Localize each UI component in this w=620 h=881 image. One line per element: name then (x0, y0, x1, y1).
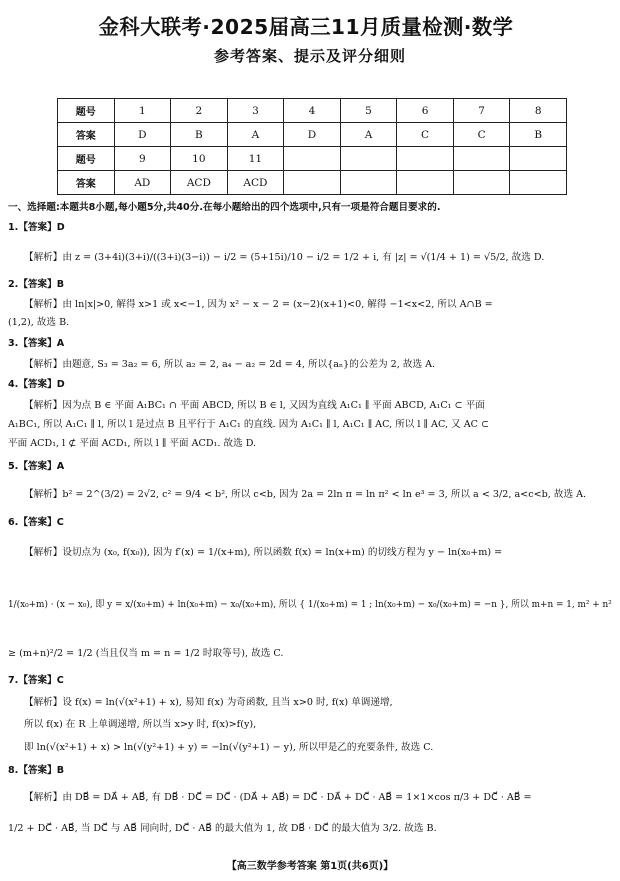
question-answer-1: 1.【答案】D (8, 222, 65, 233)
question-answer-7: 7.【答案】C (8, 675, 64, 686)
table-cell: ACD (227, 171, 284, 195)
explanation-line: 【解析】由 ln|x|>0, 解得 x>1 或 x<−1, 因为 x² − x − 2 = (x−2)(x+1)<0, 解得 −1<x<2, 所以 A∩B = (24, 299, 493, 310)
explanation-line: ≥ (m+n)²/2 = 1/2 (当且仅当 m = n = 1/2 时取等号), 故选 C. (8, 648, 284, 659)
table-cell: 6 (397, 99, 454, 123)
page-subtitle: 参考答案、提示及评分细则 (213, 47, 406, 65)
explanation-line: A₁BC₁, 所以 A₁C₁ ∥ l, 所以 l 是过点 B 且平行于 A₁C₁ 的直线. 因为 A₁C₁ ∥ l, A₁C₁ ∥ AC, 所以 l ∥ AC, 又 AC ⊂ (8, 419, 490, 430)
table-cell: AD (114, 171, 171, 195)
explanation-line: 所以 f(x) 在 R 上单调递增, 所以当 x>y 时, f(x)>f(y), (24, 719, 257, 730)
table-cell: 4 (284, 99, 341, 123)
answer-table (57, 98, 567, 195)
table-cell: D (114, 123, 171, 147)
question-answer-3: 3.【答案】A (8, 338, 65, 349)
explanation-line: 【解析】b² = 2^(3/2) = 2√2, c² = 9/4 < b², 所以 c<b, 因为 2a = 2ln π = ln π² < ln e³ = 3, 所以 a < 3/2, a<c<b, 故选 A. (24, 489, 587, 500)
explanation-line: 【解析】设切点为 (x₀, f(x₀)), 因为 f′(x) = 1/(x+m), 所以函数 f(x) = ln(x+m) 的切线方程为 y − ln(x₀+m) = (24, 547, 503, 558)
table-cell (510, 147, 567, 171)
table-cell: 8 (510, 99, 567, 123)
question-answer-2: 2.【答案】B (8, 279, 65, 290)
table-cell (340, 147, 397, 171)
table-cell: A (227, 123, 284, 147)
table-cell: ACD (171, 171, 228, 195)
table-row (58, 147, 567, 171)
table-cell: 2 (171, 99, 228, 123)
table-cell: A (340, 123, 397, 147)
table-cell (284, 171, 341, 195)
table-cell: 7 (453, 99, 510, 123)
question-answer-8: 8.【答案】B (8, 765, 65, 776)
explanation-line: 1/2 + DC⃗ · AB⃗, 当 DC⃗ 与 AB⃗ 同向时, DC⃗ · AB⃗ 的最大值为 1, 故 DB⃗ · DC⃗ 的最大值为 3/2. 故选 B. (8, 823, 437, 834)
table-cell: 3 (227, 99, 284, 123)
table-cell: B (510, 123, 567, 147)
explanation-line: 【解析】因为点 B ∈ 平面 A₁BC₁ ∩ 平面 ABCD, 所以 B ∈ l, 又因为直线 A₁C₁ ∥ 平面 ABCD, A₁C₁ ⊂ 平面 (24, 400, 485, 411)
table-cell (510, 171, 567, 195)
section-heading: 一、选择题:本题共8小题,每小题5分,共40分.在每小题给出的四个选项中,只有一项是符合题目要求的. (8, 202, 441, 213)
table-cell (453, 171, 510, 195)
table-row (58, 123, 567, 147)
question-answer-5: 5.【答案】A (8, 461, 65, 472)
explanation-line: 【解析】设 f(x) = ln(√(x²+1) + x), 易知 f(x) 为奇函数, 且当 x>0 时, f(x) 单调递增, (24, 697, 393, 708)
table-cell: B (171, 123, 228, 147)
table-cell (397, 147, 454, 171)
table-cell (397, 171, 454, 195)
table-header-cell: 题号 (58, 147, 115, 171)
table-cell (284, 147, 341, 171)
explanation-line: 【解析】由 z = (3+4i)(3+i)/((3+i)(3−i)) − i/2 = (5+15i)/10 − i/2 = 1/2 + i, 有 |z| = √(1/4 + 1) = √5/2, 故选 D. (24, 252, 545, 263)
table-header-cell: 答案 (58, 123, 115, 147)
table-row (58, 99, 567, 123)
explanation-line: 【解析】由题意, S₃ = 3a₂ = 6, 所以 a₂ = 2, a₄ − a₂ = 2d = 4, 所以{aₙ}的公差为 2, 故选 A. (24, 359, 436, 370)
table-cell: 9 (114, 147, 171, 171)
question-answer-6: 6.【答案】C (8, 517, 64, 528)
explanation-line: (1,2), 故选 B. (8, 317, 70, 328)
page-footer: 【高三数学参考答案 第1页(共6页)】 (226, 861, 394, 872)
table-cell: 5 (340, 99, 397, 123)
table-cell (453, 147, 510, 171)
page-title: 金科大联考·2025届高三11月质量检测·数学 (98, 15, 514, 39)
table-cell: 1 (114, 99, 171, 123)
table-cell: D (284, 123, 341, 147)
explanation-line: 【解析】由 DB⃗ = DA⃗ + AB⃗, 有 DB⃗ · DC⃗ = DC⃗ · (DA⃗ + AB⃗) = DC⃗ · DA⃗ + DC⃗ · AB⃗ = 1×1×cos π/3 + DC⃗ · AB⃗ = (24, 792, 532, 803)
table-header-cell: 答案 (58, 171, 115, 195)
table-cell: 11 (227, 147, 284, 171)
explanation-line: 即 ln(√(x²+1) + x) > ln(√(y²+1) + y) = −ln(√(y²+1) − y), 所以甲是乙的充要条件, 故选 C. (24, 742, 434, 753)
table-cell: 10 (171, 147, 228, 171)
table-row (58, 171, 567, 195)
table-cell (340, 171, 397, 195)
explanation-line: 平面 ACD₁, l ⊄ 平面 ACD₁, 所以 l ∥ 平面 ACD₁. 故选 D. (8, 438, 257, 449)
table-header-cell: 题号 (58, 99, 115, 123)
question-answer-4: 4.【答案】D (8, 379, 65, 390)
table-cell: C (397, 123, 454, 147)
table-cell: C (453, 123, 510, 147)
explanation-line: 1/(x₀+m) · (x − x₀), 即 y = x/(x₀+m) + ln(x₀+m) − x₀/(x₀+m), 所以 { 1/(x₀+m) = 1 ; ln(x₀+m) − x₀/(x₀+m) = −n }, 所以 m+n = 1, m² + n² (8, 599, 612, 610)
